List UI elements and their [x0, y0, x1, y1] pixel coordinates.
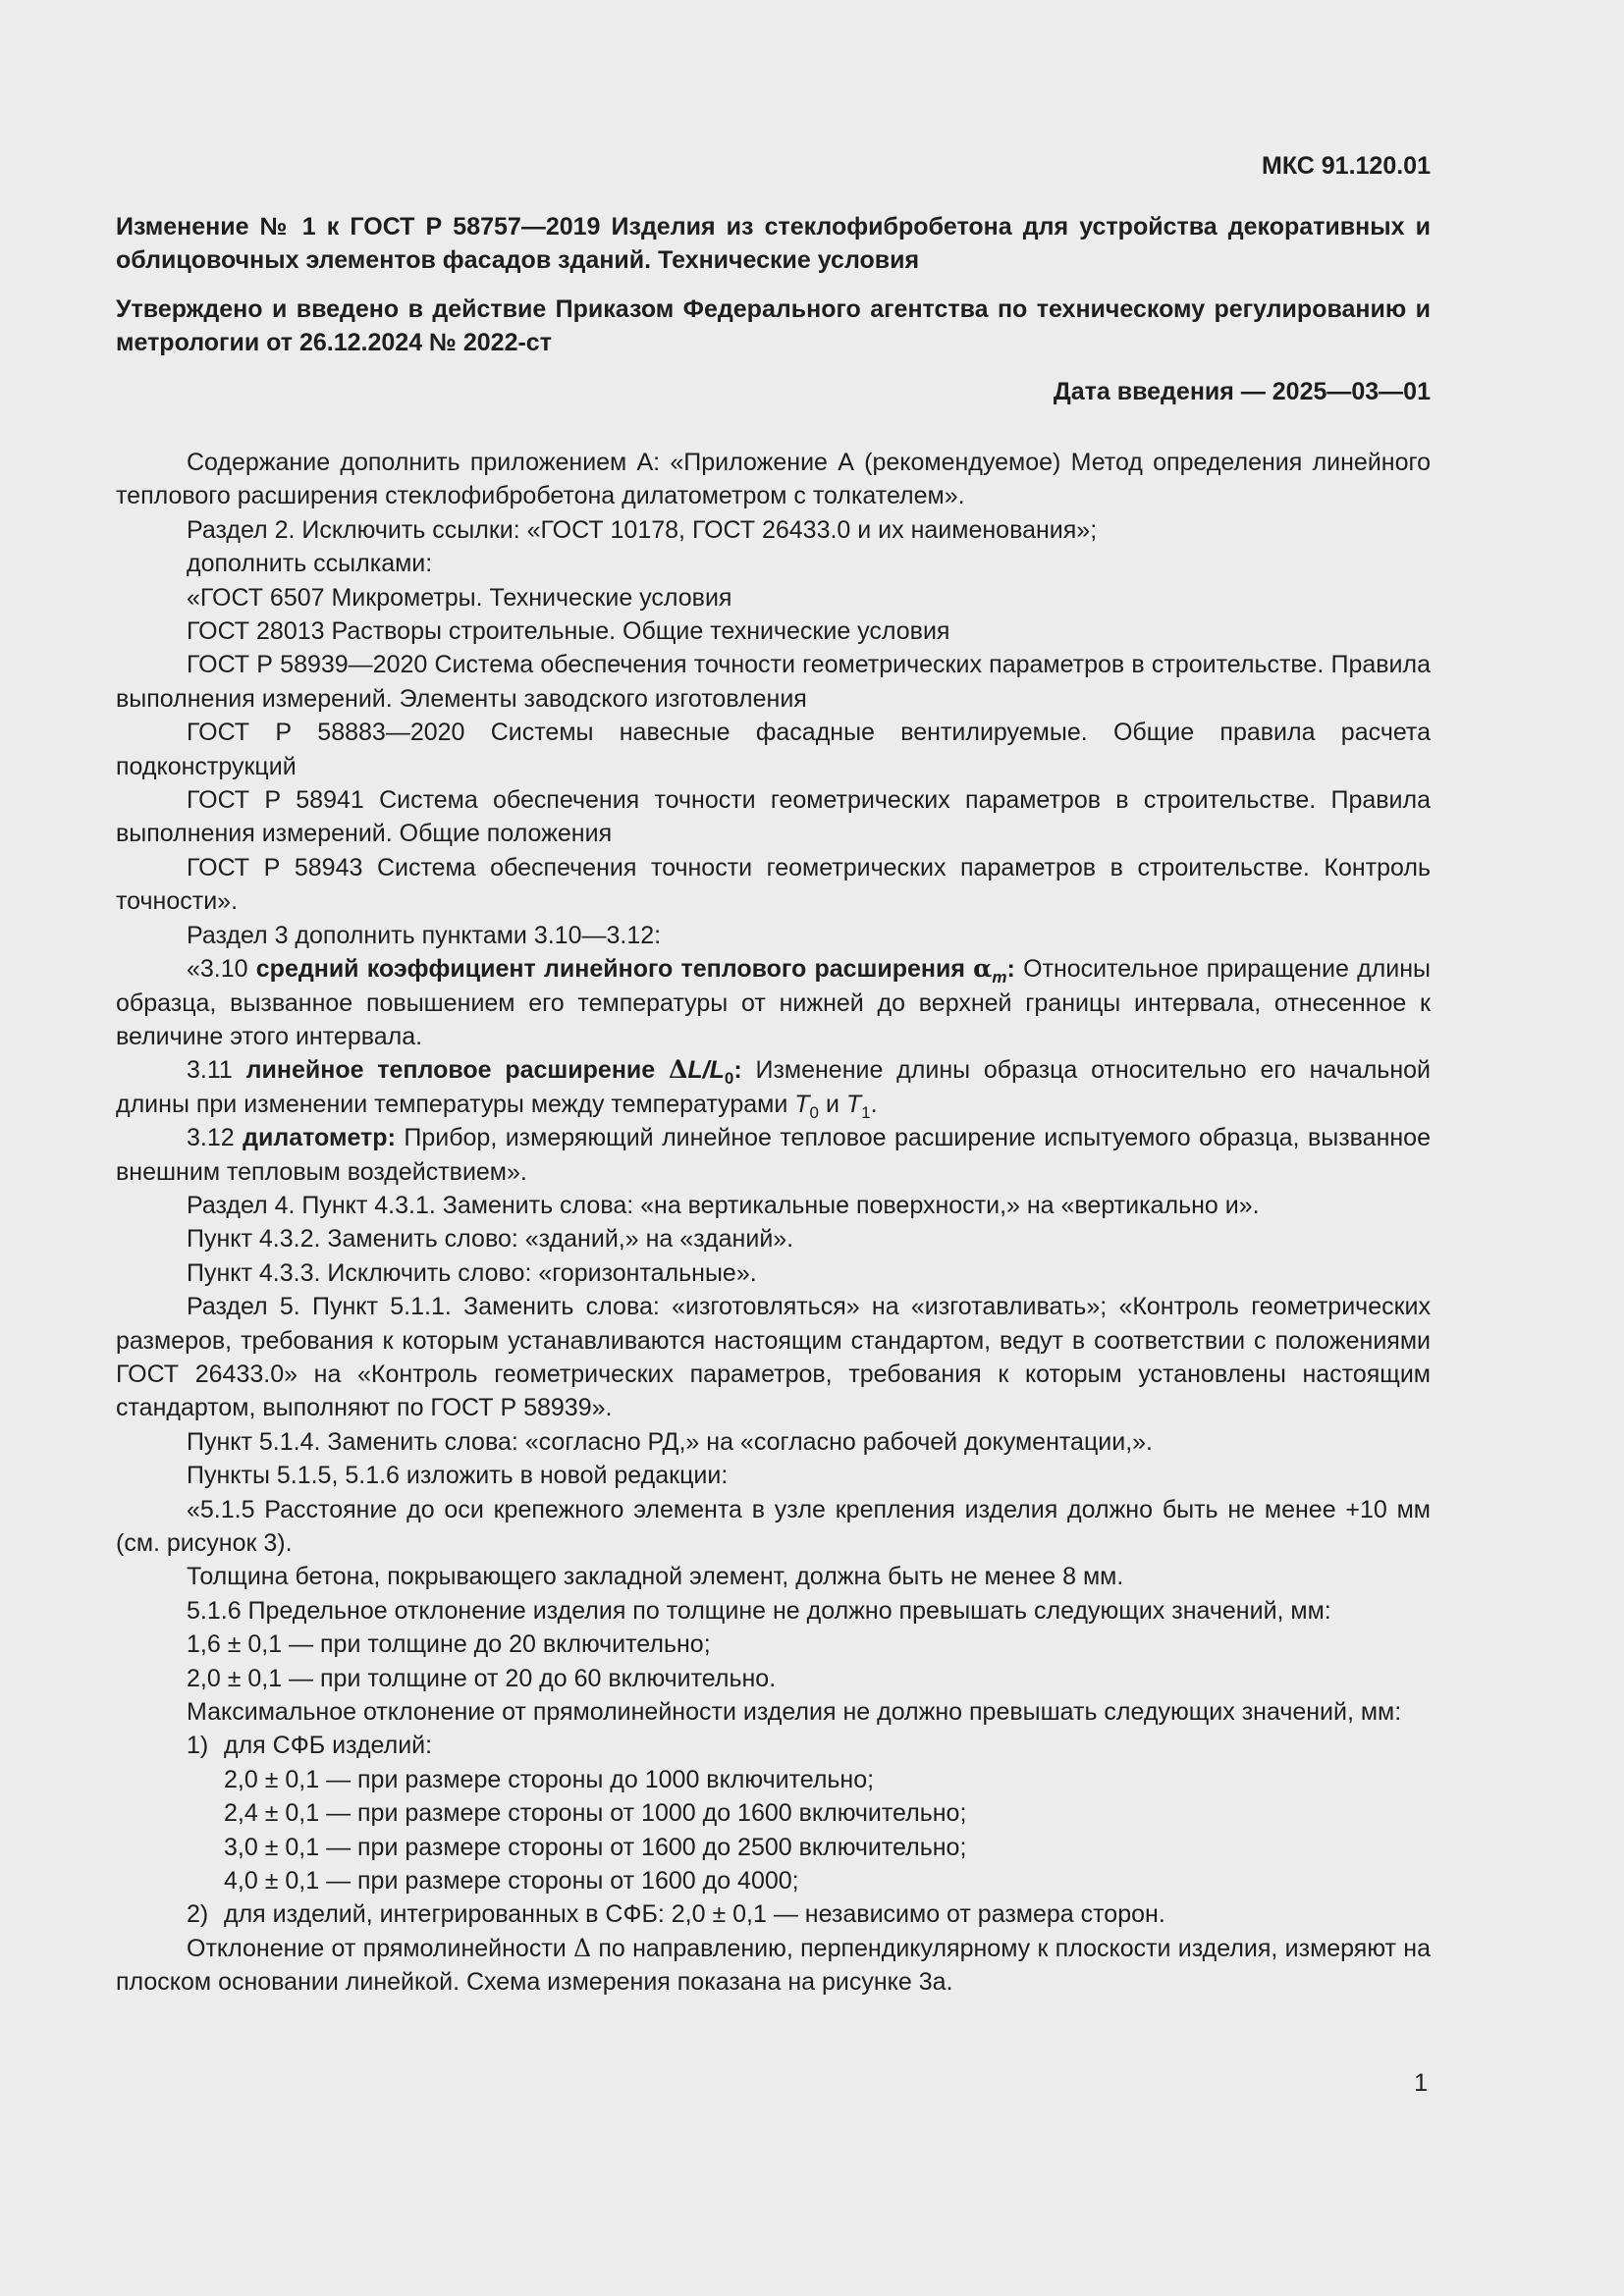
paragraph: ГОСТ 28013 Растворы строительные. Общие технические условия	[187, 617, 950, 646]
paragraph: Раздел 5. Пункт 5.1.1. Заменить слова: «изготовляться» на «изготавливать»; «Контроль геометрических размеров, требования к которым устанавливаются настоящим стандартом, ведут в соответствии с положениями ГОСТ 26433.0» на «Контроль геометрических параметров, требования к которым установлены настоящим стандартом, выполняют по ГОСТ Р 58939».	[116, 1293, 1431, 1422]
definition-3-12: 3.12 дилатометр: Прибор, измеряющий линейное тепловое расширение испытуемого образца, вызванное внешним тепловым воздействием».	[116, 1124, 1431, 1186]
list-item: 4,0 ± 0,1 — при размере стороны от 1600 до 4000;	[224, 1867, 799, 1896]
mks-code: МКС 91.120.01	[1262, 152, 1431, 180]
delta-symbol: Δ	[668, 1055, 688, 1085]
paragraph: Отклонение от прямолинейности Δ по направлению, перпендикулярному к плоскости изделия, измеряют на плоском основании линейкой. Схема измерения показана на рисунке 3а.	[116, 1933, 1431, 1997]
term: дилатометр:	[243, 1124, 396, 1152]
definition-3-10: «3.10 средний коэффициент линейного теплового расширения $\alpha_m$: Относительное приращение длины образца, вызванное повышением его температуры от нижней до верхней границы интервала, отнесенное к величине этого интервала.	[116, 954, 1431, 1050]
list-item: 2,4 ± 0,1 — при размере стороны от 1000 до 1600 включительно;	[224, 1799, 967, 1828]
page-number: 1	[1414, 2069, 1428, 2097]
paragraph: ГОСТ Р 58941 Система обеспечения точности геометрических параметров в строительстве. Правила выполнения измерений. Общие положения	[116, 786, 1431, 848]
paragraph: «5.1.5 Расстояние до оси крепежного элемента в узле крепления изделия должно быть не менее +10 мм (см. рисунок 3).	[116, 1495, 1431, 1557]
paragraph: Пункты 5.1.5, 5.1.6 изложить в новой редакции:	[187, 1462, 729, 1490]
paragraph: «ГОСТ 6507 Микрометры. Технические условия	[187, 583, 732, 612]
paragraph: Максимальное отклонение от прямолинейности изделия не должно превышать следующих значений, мм:	[187, 1698, 1402, 1727]
approval-statement: Утверждено и введено в действие Приказом Федерального агентства по техническому регулированию и метрологии от 26.12.2024 № 2022-ст	[116, 295, 1431, 356]
document-body	[116, 446, 1431, 2000]
paragraph: Пункт 4.3.2. Заменить слово: «зданий,» на «зданий».	[187, 1225, 794, 1254]
paragraph: дополнить ссылками:	[187, 550, 433, 578]
definition-3-11: 3.11 линейное тепловое расширение $\Delta L/L_0$: Изменение длины образца относительно его начальной длины при изменении температуры между температурами $T_0$ и $T_1$.	[116, 1055, 1431, 1122]
paragraph: Пункт 5.1.4. Заменить слова: «согласно РД,» на «согласно рабочей документации,».	[187, 1427, 1153, 1456]
list-item: 2) для изделий, интегрированных в СФБ: 2,0 ± 0,1 — независимо от размера сторон.	[187, 1900, 1165, 1929]
list-item: 2,0 ± 0,1 — при размере стороны до 1000 включительно;	[224, 1765, 875, 1793]
paragraph: Пункт 4.3.3. Исключить слово: «горизонтальные».	[187, 1258, 757, 1287]
delta-symbol: Δ	[573, 1933, 592, 1962]
alpha-symbol: α	[973, 954, 993, 984]
amendment-title: Изменение № 1 к ГОСТ Р 58757—2019 Изделия из стеклофибробетона для устройства декоративных и облицовочных элементов фасадов зданий. Технические условия	[116, 213, 1431, 274]
paragraph: Раздел 4. Пункт 4.3.1. Заменить слова: «на вертикальные поверхности,» на «вертикально и».	[187, 1191, 1260, 1219]
paragraph: Раздел 2. Исключить ссылки: «ГОСТ 10178, ГОСТ 26433.0 и их наименования»;	[187, 515, 1098, 544]
paragraph: ГОСТ Р 58939—2020 Система обеспечения точности геометрических параметров в строительстве. Правила выполнения измерений. Элементы заводского изготовления	[116, 651, 1431, 713]
paragraph: 2,0 ± 0,1 — при толщине от 20 до 60 включительно.	[187, 1664, 777, 1692]
paragraph: 1,6 ± 0,1 — при толщине до 20 включительно;	[187, 1630, 711, 1659]
term: средний коэффициент линейного теплового расширения	[255, 955, 974, 984]
list-item: 1) для СФБ изделий:	[187, 1732, 433, 1760]
paragraph: 5.1.6 Предельное отклонение изделия по толщине не должно превышать следующих значений, мм:	[187, 1596, 1331, 1625]
paragraph: Толщина бетона, покрывающего закладной элемент, должна быть не менее 8 мм.	[187, 1563, 1124, 1591]
list-item: 3,0 ± 0,1 — при размере стороны от 1600 до 2500 включительно;	[224, 1833, 967, 1861]
paragraph: ГОСТ Р 58943 Система обеспечения точности геометрических параметров в строительстве. Контроль точности».	[116, 853, 1431, 916]
term: линейное тепловое расширение	[245, 1056, 669, 1085]
introduction-date: Дата введения — 2025—03—01	[1053, 378, 1431, 405]
paragraph: Раздел 3 дополнить пунктами 3.10—3.12:	[187, 921, 662, 949]
paragraph: Содержание дополнить приложением А: «Приложение А (рекомендуемое) Метод определения линейного теплового расширения стеклофибробетона дилатометром с толкателем».	[116, 449, 1431, 510]
paragraph: ГОСТ Р 58883—2020 Системы навесные фасадные вентилируемые. Общие правила расчета подконструкций	[116, 719, 1431, 780]
